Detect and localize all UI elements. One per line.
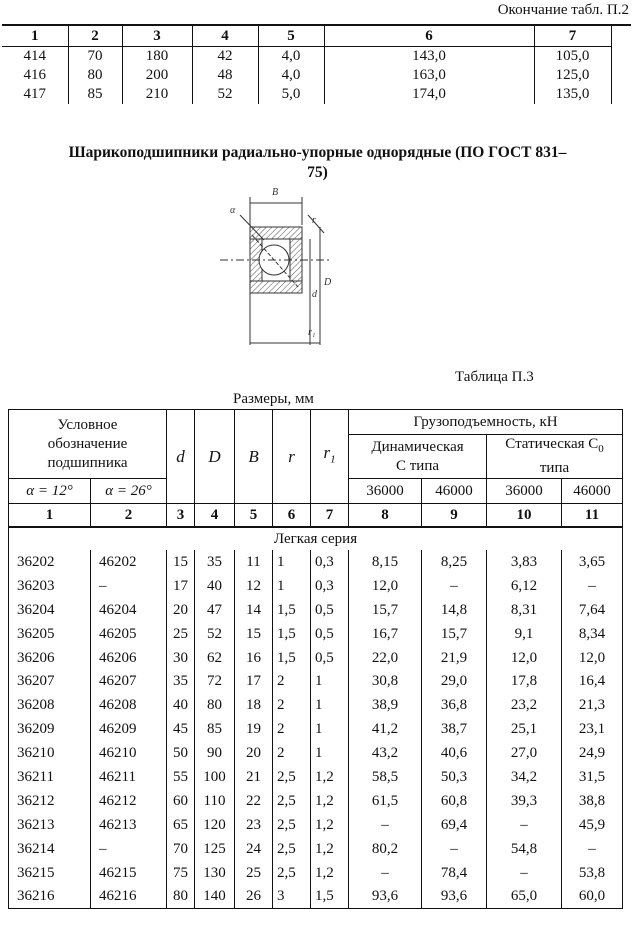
designation-line3: подшипника [47,454,128,471]
prev-table-cell: 5,0 [258,85,324,104]
table-cell: 22 [235,789,273,813]
table-cell: 36215 [9,861,91,885]
dynamic-line2: С типа [396,457,440,474]
drawing-label-r: r [312,215,316,226]
table-cell: 46202 [91,550,167,574]
prev-table-cell: 4,0 [258,66,324,85]
table-cell: 20 [167,598,195,622]
series-row [9,527,623,550]
table-cell: 110 [195,789,235,813]
table-cell: 2 [273,669,311,693]
prev-table-row [2,85,611,104]
table-cell: 140 [195,884,235,908]
table-cell: 16,7 [349,622,422,646]
table-cell: 43,2 [349,741,422,765]
table-cell: 27,0 [487,741,562,765]
table-cell: 17 [167,574,195,598]
table-cell: 36211 [9,765,91,789]
table-cell: 36210 [9,741,91,765]
table-cell: 65,0 [487,884,562,908]
section-heading [0,143,635,183]
table-cell: – [487,813,562,837]
table-cell: 12,0 [349,574,422,598]
table-cell: 15 [167,550,195,574]
table-cell: 8,31 [487,598,562,622]
alpha12-header: α = 12° [9,479,91,504]
table-row [9,717,623,741]
table-cell: 18 [235,693,273,717]
designation-header [9,410,167,479]
table-cell: 30 [167,646,195,670]
table-cell: – [562,837,623,861]
designation-line1: Условное [57,416,118,433]
prev-table-cell: 143,0 [324,47,534,67]
table-cell: 17 [235,669,273,693]
table-cell: 36212 [9,789,91,813]
table-cell: 47 [195,598,235,622]
table-cell: 3 [273,884,311,908]
column-number: 8 [349,504,422,528]
table-cell: 29,0 [422,669,487,693]
table-cell: – [91,574,167,598]
static-line1-text: Статическая C [505,436,599,452]
prev-table-header: 1 [2,26,68,47]
table-cell: 2,5 [273,813,311,837]
prev-table-cell: 105,0 [534,47,611,67]
drawing-label-r1: r₁ [308,327,316,338]
table-cell: 46215 [91,861,167,885]
table-cell: 46216 [91,884,167,908]
prev-table-cell: 200 [122,66,192,85]
table-cell: 15 [235,622,273,646]
table-cell: 22,0 [349,646,422,670]
table-cell: 36203 [9,574,91,598]
table-cell: 45 [167,717,195,741]
table-row [9,574,623,598]
prev-table-cell: 174,0 [324,85,534,104]
header-r1-sub: 1 [330,453,336,466]
table-cell: 16,4 [562,669,623,693]
static-line1 [487,435,622,459]
prev-table-cell: 125,0 [534,66,611,85]
table-cell: 30,8 [349,669,422,693]
table-cell: 62 [195,646,235,670]
drawing-label-b: B [272,187,279,198]
table-row [9,813,623,837]
table-cell: 8,34 [562,622,623,646]
prev-table-row [2,47,611,67]
table-cell: 12 [235,574,273,598]
prev-table-header-row [2,26,611,47]
prev-table-cell: 85 [68,85,122,104]
table-cell: 54,8 [487,837,562,861]
table-cell: 55 [167,765,195,789]
table-cell: 36207 [9,669,91,693]
table-cell: 21,3 [562,693,623,717]
table-cell: 23,2 [487,693,562,717]
table-cell: 15,7 [349,598,422,622]
table-row [9,837,623,861]
prev-table-cell: 414 [23,48,46,64]
column-number: 7 [311,504,349,528]
table-cell: 80 [195,693,235,717]
table-cell: – [349,861,422,885]
table-cell: 80 [167,884,195,908]
table-cell: 2,5 [273,789,311,813]
header-r1 [311,410,349,504]
prev-table-header: 4 [192,26,258,47]
table-cell: 25 [235,861,273,885]
table-row [9,884,623,908]
table-cell: 38,9 [349,693,422,717]
table-cell: 41,2 [349,717,422,741]
table-row [9,669,623,693]
table-cell: 1,5 [273,646,311,670]
table-row [9,741,623,765]
column-number: 2 [91,504,167,528]
table-cell: 2,5 [273,837,311,861]
table-cell: 72 [195,669,235,693]
table-cell: 1,2 [311,765,349,789]
table-cell: 45,9 [562,813,623,837]
table-cell: 19 [235,717,273,741]
type-36000-static: 36000 [487,479,562,504]
prev-table-caption: Окончание табл. П.2 [497,2,629,18]
table-cell: 2 [273,741,311,765]
table-row [9,646,623,670]
table-cell: 38,7 [422,717,487,741]
table-cell: 1,5 [273,598,311,622]
table-cell: 1,5 [273,622,311,646]
table-cell: 90 [195,741,235,765]
table-cell: 52 [195,622,235,646]
table-cell: 1 [311,741,349,765]
static-header [487,435,623,479]
table-cell: 40,6 [422,741,487,765]
table-cell: 1,2 [311,861,349,885]
column-number: 4 [195,504,235,528]
table-row [9,789,623,813]
column-number: 11 [562,504,623,528]
prev-table-row [2,66,611,85]
bearing-table [8,409,623,909]
type-46000-static: 46000 [562,479,623,504]
prev-table-cell: 70 [68,47,122,67]
table-cell: 93,6 [422,884,487,908]
table-cell: 31,5 [562,765,623,789]
table-cell: – [422,837,487,861]
column-number: 5 [235,504,273,528]
table-cell: 0,3 [311,574,349,598]
type-36000-dynamic: 36000 [349,479,422,504]
static-line2: типа [539,460,570,476]
table-cell: 80,2 [349,837,422,861]
prev-table-cell: 42 [192,47,258,67]
prev-table-header: 7 [534,26,611,47]
sizes-label: Размеры, мм [233,391,314,407]
table-cell: 20 [235,741,273,765]
prev-table-cell: 417 [23,86,46,102]
table-cell: 11 [235,550,273,574]
capacity-header: Грузоподъемность, кН [349,410,623,435]
table-row [9,765,623,789]
table-cell: 69,4 [422,813,487,837]
table-cell: 46208 [91,693,167,717]
drawing-label-D: D [324,277,332,288]
prev-table-header: 2 [68,26,122,47]
table-cell: 36216 [9,884,91,908]
prev-table-cell: 52 [192,85,258,104]
table-cell: 0,5 [311,646,349,670]
table-cell: 38,8 [562,789,623,813]
column-number: 3 [167,504,195,528]
table-cell: 1 [311,717,349,741]
table-cell: 60 [167,789,195,813]
table-cell: 40 [167,693,195,717]
table-cell: 36202 [9,550,91,574]
section-heading-line1: Шарикоподшипники радиально-упорные однорядные (ПО ГОСТ 831– [68,144,567,161]
table-cell: 6,12 [487,574,562,598]
table-row [9,622,623,646]
prev-table-header: 6 [324,26,534,47]
drawing-label-alpha: α [230,205,236,216]
dynamic-line1: Динамическая [371,438,464,455]
table-cell: 17,8 [487,669,562,693]
table-cell: 24 [235,837,273,861]
prev-table-cell: 4,0 [258,47,324,67]
table-cell: 36206 [9,646,91,670]
table-row [9,550,623,574]
table-cell: 0,5 [311,622,349,646]
table-cell: 1 [273,550,311,574]
table-cell: – [422,574,487,598]
table-cell: 2 [273,693,311,717]
table-cell: 3,83 [487,550,562,574]
table-cell: 46211 [91,765,167,789]
table-cell: 21,9 [422,646,487,670]
section-heading-line2: 75) [307,164,328,181]
table-cell: 14 [235,598,273,622]
prev-table-body [2,47,611,105]
table-cell: 8,25 [422,550,487,574]
dynamic-header [349,435,487,479]
table-cell: – [487,861,562,885]
table-cell: 46206 [91,646,167,670]
table-cell: 25,1 [487,717,562,741]
column-number: 10 [487,504,562,528]
table-cell: 14,8 [422,598,487,622]
table-cell: 125 [195,837,235,861]
table-cell: 36213 [9,813,91,837]
table-cell: 46213 [91,813,167,837]
table-cell: 35 [167,669,195,693]
prev-table [2,26,612,104]
table-cell: 1 [311,669,349,693]
table-cell: 35 [195,550,235,574]
table-cell: – [349,813,422,837]
table-cell: 40 [195,574,235,598]
table-cell: 36208 [9,693,91,717]
table-cell: 60,0 [562,884,623,908]
table-cell: 93,6 [349,884,422,908]
static-sub: 0 [598,443,604,455]
column-number: 6 [273,504,311,528]
table-cell: 0,3 [311,550,349,574]
table-cell: 61,5 [349,789,422,813]
table-cell: 36,8 [422,693,487,717]
table-cell: 12,0 [562,646,623,670]
table-cell: 85 [195,717,235,741]
table-cell: 16 [235,646,273,670]
table-cell: 120 [195,813,235,837]
table-cell: 9,1 [487,622,562,646]
prev-table-cell: 48 [192,66,258,85]
table-cell: 60,8 [422,789,487,813]
header-D: D [195,410,235,504]
prev-table-header: 5 [258,26,324,47]
table-cell: 21 [235,765,273,789]
header-row-1 [9,410,623,435]
table-cell: 130 [195,861,235,885]
table-cell: 1 [311,693,349,717]
table-cell: 36209 [9,717,91,741]
column-number: 9 [422,504,487,528]
table-row [9,598,623,622]
table-cell: 8,15 [349,550,422,574]
table-cell: 36214 [9,837,91,861]
table-cell: 53,8 [562,861,623,885]
table-cell: 46209 [91,717,167,741]
table-cell: 1,5 [311,884,349,908]
table-cell: 70 [167,837,195,861]
table-cell: 1,2 [311,837,349,861]
table-row [9,693,623,717]
table-cell: 23,1 [562,717,623,741]
column-number: 1 [9,504,91,528]
table-cell: 100 [195,765,235,789]
table-cell: – [91,837,167,861]
type-46000-dynamic: 46000 [422,479,487,504]
table-cell: 58,5 [349,765,422,789]
column-number-row [9,504,623,528]
table-cell: 36205 [9,622,91,646]
table-cell: 1 [273,574,311,598]
bearing-table-body [9,527,623,909]
designation-line2: обозначение [47,435,128,452]
table-caption: Таблица П.3 [455,369,534,385]
header-d: d [167,410,195,504]
table-cell: 1,2 [311,813,349,837]
header-B: B [235,410,273,504]
table-cell: 46204 [91,598,167,622]
table-cell: 78,4 [422,861,487,885]
prev-table-cell: 163,0 [324,66,534,85]
table-cell: 7,64 [562,598,623,622]
table-cell: 65 [167,813,195,837]
table-cell: 75 [167,861,195,885]
bearing-drawing [212,185,347,350]
drawing-label-d: d [312,289,317,300]
table-cell: 25 [167,622,195,646]
prev-table-header: 3 [122,26,192,47]
prev-table-cell: 416 [23,67,46,83]
table-cell: 46212 [91,789,167,813]
table-cell: 3,65 [562,550,623,574]
table-cell: 50 [167,741,195,765]
table-cell: 2 [273,717,311,741]
table-cell: 36204 [9,598,91,622]
table-cell: 1,2 [311,789,349,813]
table-cell: 15,7 [422,622,487,646]
table-row [9,861,623,885]
alpha26-header: α = 26° [91,479,167,504]
table-cell: – [562,574,623,598]
table-cell: 2,5 [273,765,311,789]
table-cell: 12,0 [487,646,562,670]
prev-table-cell: 180 [122,47,192,67]
table-cell: 23 [235,813,273,837]
table-cell: 0,5 [311,598,349,622]
table-cell: 46205 [91,622,167,646]
table-cell: 46210 [91,741,167,765]
prev-table-cell: 135,0 [534,85,611,104]
prev-table-cell: 80 [68,66,122,85]
prev-table-cell: 210 [122,85,192,104]
table-cell: 24,9 [562,741,623,765]
table-cell: 2,5 [273,861,311,885]
header-r1-symbol: r [323,443,331,463]
header-r: r [273,410,311,504]
series-label: Легкая серия [9,527,623,550]
table-cell: 46207 [91,669,167,693]
table-cell: 34,2 [487,765,562,789]
table-cell: 39,3 [487,789,562,813]
table-cell: 26 [235,884,273,908]
table-cell: 50,3 [422,765,487,789]
